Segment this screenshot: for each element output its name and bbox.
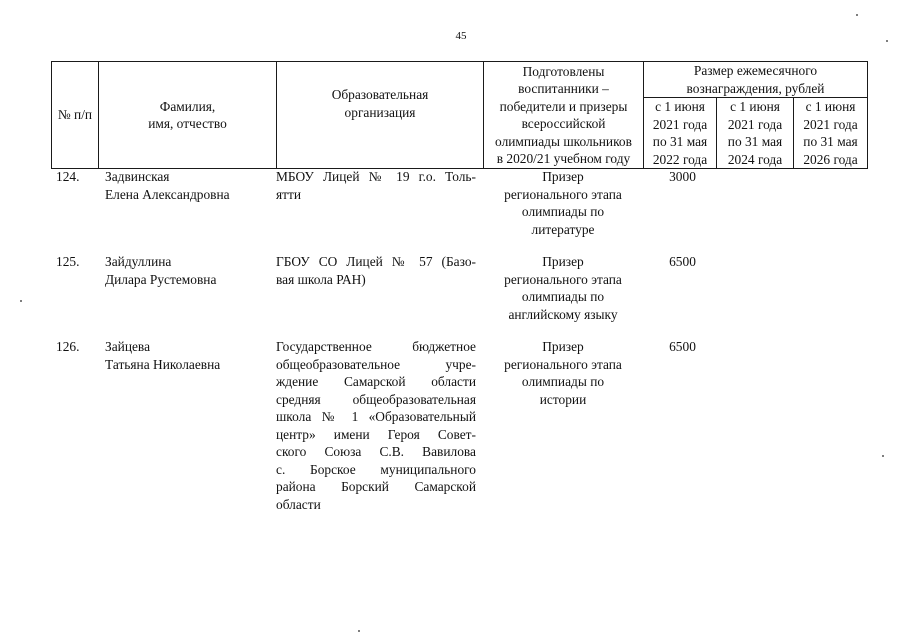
scan-speck [886, 40, 888, 42]
scan-speck [358, 630, 360, 632]
student-name: Задвинская Елена Александровна [105, 169, 230, 202]
header-period-2024: с 1 июня 2021 года по 31 мая 2024 года [717, 98, 794, 169]
scan-speck [856, 14, 858, 16]
award-amount: 6500 [669, 254, 696, 269]
page-number: 45 [455, 30, 467, 42]
header-name: Фамилия, имя, отчество [99, 62, 277, 169]
award-amount: 3000 [669, 169, 696, 184]
row-number: 125. [56, 254, 80, 269]
scan-speck [882, 455, 884, 457]
award-description: Призер регионального этапа олимпиады по истории [504, 339, 622, 407]
header-org: Образовательная организация [277, 62, 484, 169]
header-period-2026: с 1 июня 2021 года по 31 мая 2026 года [794, 98, 868, 169]
row-number: 126. [56, 339, 80, 354]
award-amount: 6500 [669, 339, 696, 354]
header-award-group: Размер ежемесячного вознаграждения, рублей [644, 62, 868, 98]
organization: МБОУ Лицей № 19 г.о. Толь- ятти [276, 169, 476, 202]
header-prepared: Подготовлены воспитанники – победители и призеры всероссийской олимпиады школьников в 2020/21 учебном году [484, 62, 644, 169]
organization: ГБОУ СО Лицей № 57 (Базо- вая школа РАН) [276, 254, 476, 287]
student-name: Зайцева Татьяна Николаевна [105, 339, 221, 372]
row-number: 124. [56, 169, 80, 184]
award-description: Призер регионального этапа олимпиады по литературе [504, 169, 622, 237]
table-header [51, 61, 868, 169]
header-num: № п/п [52, 62, 99, 169]
header-period-2022: с 1 июня 2021 года по 31 мая 2022 года [644, 98, 717, 169]
organization: Государственное бюджетное общеобразовательное учре- ждение Самарской области средняя общеобразовательная школа № 1 «Образовательный центр» имени Героя Совет- ского Союза С.В. Вавилова с. Борское муниципального района Борский Самарской области [276, 339, 476, 512]
scan-speck [20, 300, 22, 302]
student-name: Зайдуллина Дилара Рустемовна [105, 254, 217, 287]
award-description: Призер регионального этапа олимпиады по английскому языку [504, 254, 622, 322]
